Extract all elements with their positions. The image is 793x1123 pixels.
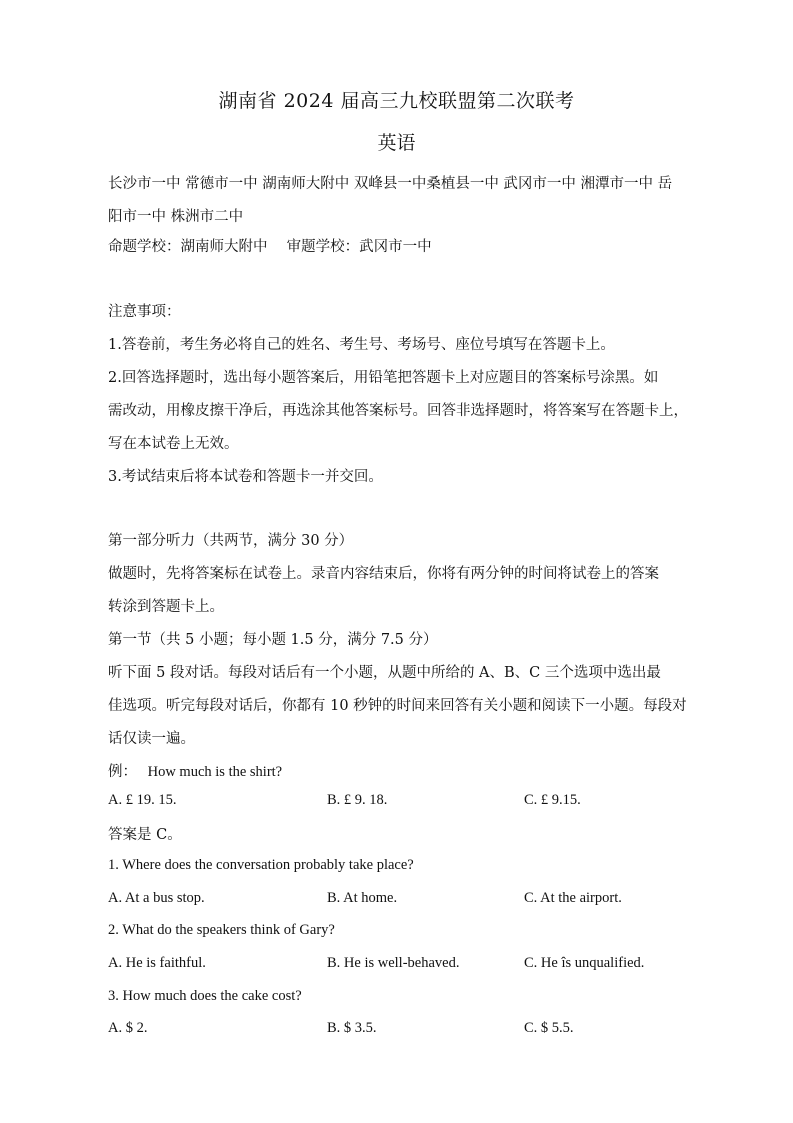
notes-heading: 注意事项： — [108, 304, 181, 320]
question-1-stem: 1. Where does the conversation probably take place? — [108, 857, 414, 873]
subject-title: 英语 — [377, 132, 416, 154]
setter-schools: 命题学校：湖南师大附中 审题学校：武冈市一中 — [108, 239, 432, 255]
part1-heading: 第一部分听力（共两节，满分 30 分） — [108, 533, 354, 549]
example-question: How much is the shirt? — [147, 764, 283, 780]
example-option-c: C. £ 9.15. — [524, 792, 581, 808]
question-2-stem: 2. What do the speakers think of Gary? — [108, 922, 335, 938]
exam-title: 湖南省 2024 届高三九校联盟第二次联考 — [218, 90, 575, 112]
section1-intro-line-2: 佳选项。听完每段对话后，你都有 10 秒钟的时间来回答有关小题和阅读下一小题。每段对 — [108, 698, 687, 714]
note-item-2-line-1: 2.回答选择题时，选出每小题答案后，用铅笔把答题卡上对应题目的答案标号涂黑。如 — [108, 370, 659, 386]
question-3-option-b: B. $ 3.5. — [327, 1020, 377, 1036]
example-option-a: A. £ 19. 15. — [108, 792, 177, 808]
example-option-b: B. £ 9. 18. — [327, 792, 388, 808]
example-answer: 答案是 C。 — [108, 827, 182, 843]
question-3-option-c: C. $ 5.5. — [524, 1020, 574, 1036]
question-2-option-b: B. He is well-behaved. — [327, 955, 460, 971]
question-2-option-c: C. He îs unqualified. — [524, 955, 645, 971]
school-list-line-1: 长沙市一中 常德市一中 湖南师大附中 双峰县一中桑植县一中 武冈市一中 湘潭市一中 岳 — [108, 176, 673, 192]
note-item-2-line-2: 需改动，用橡皮擦干净后，再选涂其他答案标号。回答非选择题时，将答案写在答题卡上， — [108, 403, 688, 419]
section1-intro-line-1: 听下面 5 段对话。每段对话后有一个小题，从题中所给的 A、B、C 三个选项中选出最 — [108, 665, 661, 681]
question-1-option-a: A. At a bus stop. — [108, 890, 205, 906]
section1-heading: 第一节（共 5 小题；每小题 1.5 分，满分 7.5 分） — [108, 632, 438, 648]
note-item-3: 3.考试结束后将本试卷和答题卡一并交回。 — [108, 469, 383, 485]
section1-intro-line-3: 话仅读一遍。 — [108, 731, 195, 747]
question-1-option-c: C. At the airport. — [524, 890, 622, 906]
note-item-2-line-3: 写在本试卷上无效。 — [108, 436, 239, 452]
note-item-1: 1.答卷前，考生务必将自己的姓名、考生号、考场号、座位号填写在答题卡上。 — [108, 337, 615, 353]
example-line — [108, 760, 282, 781]
school-list-line-2: 阳市一中 株洲市二中 — [108, 209, 244, 225]
question-3-option-a: A. $ 2. — [108, 1020, 148, 1036]
question-2-option-a: A. He is faithful. — [108, 955, 206, 971]
example-label: 例： — [108, 764, 137, 780]
part1-intro-line-2: 转涂到答题卡上。 — [108, 599, 224, 615]
question-1-option-b: B. At home. — [327, 890, 398, 906]
part1-intro-line-1: 做题时，先将答案标在试卷上。录音内容结束后，你将有两分钟的时间将试卷上的答案 — [108, 566, 659, 582]
question-3-stem: 3. How much does the cake cost? — [108, 988, 302, 1004]
